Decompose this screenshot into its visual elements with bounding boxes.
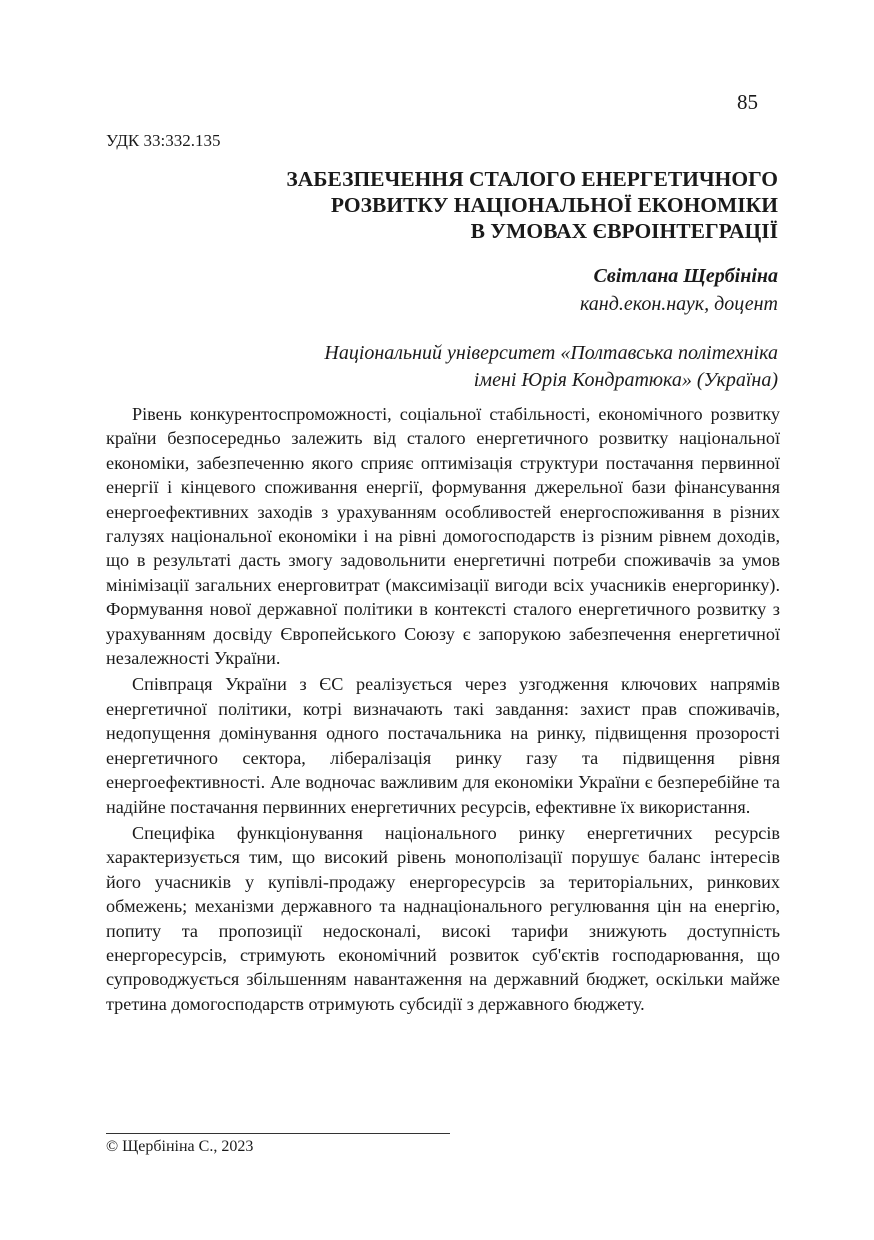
title-line: РОЗВИТКУ НАЦІОНАЛЬНОЇ ЕКОНОМІКИ (330, 193, 778, 217)
footnote-divider (106, 1133, 450, 1134)
author-affiliation (178, 340, 778, 394)
author-degree: канд.екон.наук, доцент (579, 293, 778, 315)
author-block (178, 262, 778, 394)
title-line: В УМОВАХ ЄВРОІНТЕГРАЦІЇ (470, 219, 778, 243)
affiliation-line: Національний університет «Полтавська політехніка (324, 342, 778, 364)
affiliation-line: імені Юрія Кондратюка» (Україна) (473, 369, 778, 391)
article-title (178, 166, 778, 244)
body-paragraph: Рівень конкурентоспроможності, соціальної стабільності, економічного розвитку країни безпосередньо залежить від сталого енергетичного розвитку національної економіки, забезпеченню якого сприяє оптимізація структури постачання первинної енергії і кінцевого споживання енергії, формування джерельної бази фінансування енергоефективних заходів з урахуванням особливостей енергоспоживання в різних галузях національної економіки і на рівні домогосподарств із різним рівнем доходів, що в результаті дасть змогу задовольнити енергетичні потреби споживачів за умов мінімізації загальних енерговитрат (максимізації вигоди всіх учасників енергоринку). Формування нової державної політики в контексті сталого енергетичного розвитку з урахуванням досвіду Європейського Союзу є запорукою забезпечення енергетичної незалежності України. (106, 404, 780, 669)
udc-code: УДК 33:332.135 (106, 131, 221, 150)
author-name: Світлана Щербініна (593, 265, 778, 287)
copyright-footnote: © Щербініна С., 2023 (106, 1138, 254, 1155)
page-number: 85 (737, 90, 758, 114)
body-paragraph: Специфіка функціонування національного ринку енергетичних ресурсів характеризується тим, що високий рівень монополізації порушує баланс інтересів його учасників у купівлі-продажу енергоресурсів за територіальних, ринкових обмежень; механізми державного та наднаціонального регулювання цін на енергію, попиту та пропозиції недосконалі, високі тарифи знижують доступність енергоресурсів, стримують економічний розвиток суб'єктів господарювання, що супроводжується збільшенням навантаження на державний бюджет, оскільки майже третина домогосподарств отримують субсидії з державного бюджету. (106, 822, 780, 1014)
article-body (106, 402, 780, 1018)
body-paragraph: Співпраця України з ЄС реалізується через узгодження ключових напрямів енергетичної політики, котрі визначають такі завдання: захист прав споживачів, недопущення домінування одного постачальника на ринку, підвищення прозорості енергетичного сектора, лібералізація ринку газу та підвищення рівня енергоефективності. Але водночас важливим для економіки України є безперебійне та надійне постачання первинних енергетичних ресурсів, ефективне їх використання. (106, 674, 780, 817)
title-line: ЗАБЕЗПЕЧЕННЯ СТАЛОГО ЕНЕРГЕТИЧНОГО (286, 167, 778, 191)
